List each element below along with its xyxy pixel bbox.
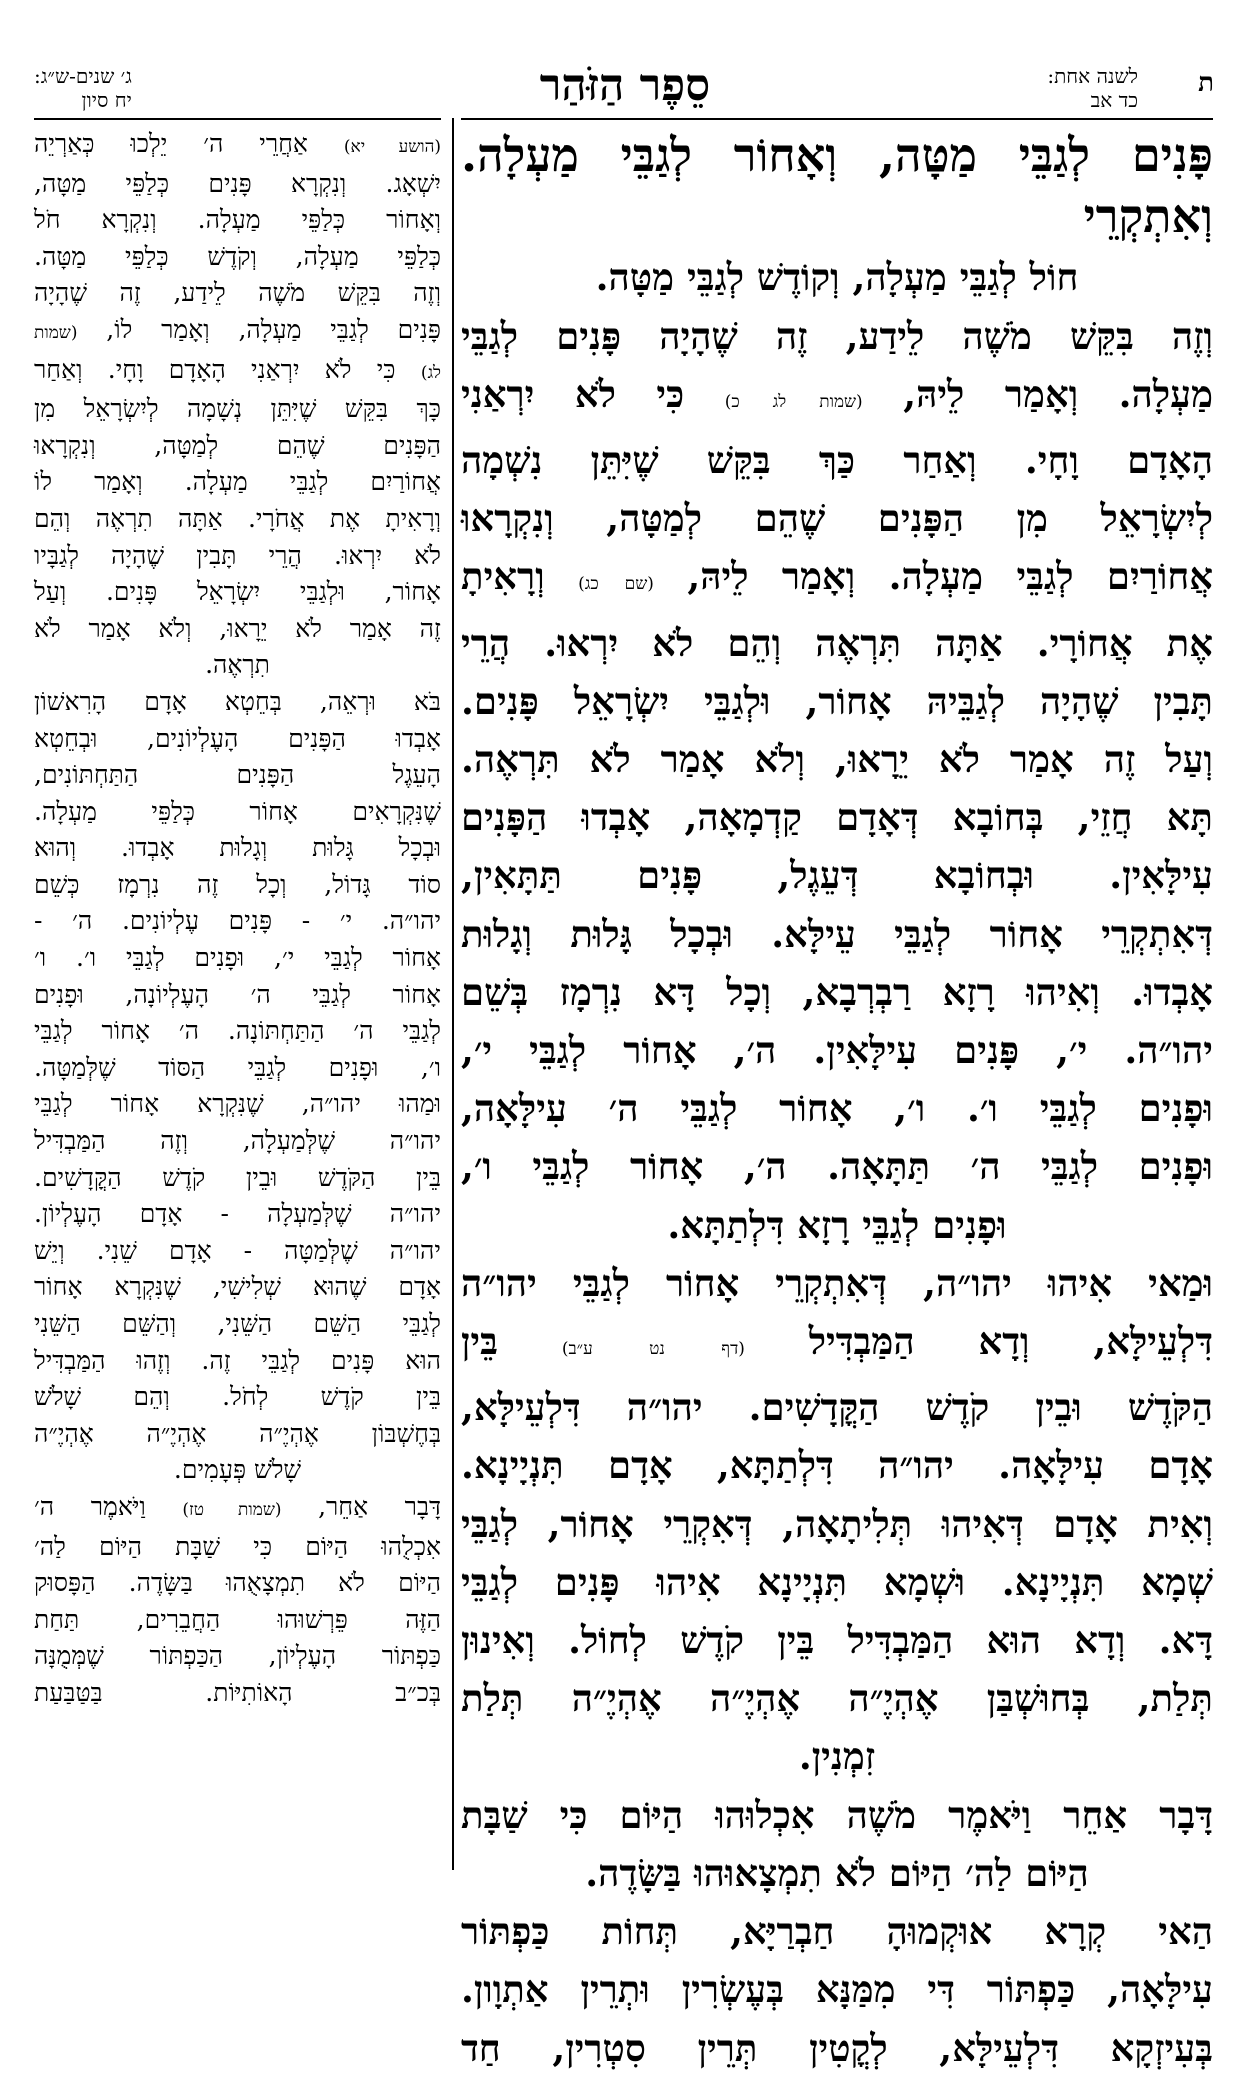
- main-line: מַעְלָה. וְאָמַר לֵיהּ, (שמות לג כ) כִּי לֹא יִרְאַנִי: [461, 371, 1214, 416]
- side-line: כְּלַפֵּי מַעְלָה, וְקֹדֶשׁ כְּלַפֵּי מַטָּה.: [34, 241, 441, 271]
- side-line: אָחוֹר, וּלְגַבֵּי יִשְׂרָאֵל פָּנִים. וְעַל: [34, 577, 441, 607]
- side-line: אָדָם שֶׁהוּא שְׁלִישִׁי, שֶׁנִּקְרָא אָחוֹר: [34, 1272, 441, 1302]
- main-column: [461, 126, 1213, 2077]
- side-line: אֲחוֹרַיִם לְגַבֵּי מַעְלָה. וְאָמַר לוֹ: [34, 467, 441, 497]
- verse-reference: לג): [420, 362, 442, 383]
- side-line: הַזֶּה פֵּרְשׁוּהוּ הַחֲבֵרִים, תַּחַת: [34, 1604, 441, 1634]
- side-line: אִכְלֻהוּ הַיּוֹם כִּי שַׁבָּת הַיּוֹם לַה׳: [34, 1531, 441, 1561]
- main-line: אֲחוֹרַיִם לְגַבֵּי מַעְלָה. וְאָמַר לֵיהּ, (שם כג) וְרָאִיתָ: [461, 554, 1214, 599]
- main-line: יהו״ה. י׳, פָּנִים עִילָּאִין. ה׳, אָחוֹר לְגַבֵּי י׳,: [461, 1028, 1213, 1073]
- verse-reference: (שמות לג כ): [724, 391, 863, 412]
- header-rule-left: [34, 118, 441, 120]
- page-reference: (דף נט ע״ב): [561, 1339, 745, 1360]
- verse-reference: (הושע יא): [343, 137, 441, 157]
- side-line: אָחוֹר לְגַבֵּי ה׳ הָעֶלְיוֹנָה, וּפָנִים: [34, 979, 441, 1009]
- side-line: זֶה אָמַר לֹא יֵרָאוּ, וְלֹא אָמַר לֹא: [34, 613, 441, 643]
- side-line: יִשְׁאָג. וְנִקְרָא פָּנִים כְּלַפֵּי מַטָּה,: [34, 168, 441, 198]
- side-line: (הושע יא) אַחֲרֵי ה׳ יֵלְכוּ כְּאַרְיֵה: [34, 129, 441, 158]
- verse-reference: (שמות טז): [182, 1499, 282, 1520]
- side-line: שֶׁנִּקְרָאִים אָחוֹר כְּלַפֵּי מַעְלָה.: [34, 796, 441, 826]
- main-line: הַקֹּדֶשׁ וּבֵין קֹדֶשׁ הַקֳּדָשִׁים. יהו״ה דִּלְעֵילָּא,: [461, 1385, 1213, 1430]
- header-right-line1: לשנה אחת:: [1047, 64, 1138, 88]
- side-line: לֹא יִרְאוּ. הֲרֵי תָּבִין שֶׁהָיָה לְגַבָּיו: [34, 540, 441, 570]
- column-divider: [452, 118, 454, 1870]
- side-line: יהו״ה. י׳ - פָּנִים עֶלְיוֹנִים. ה׳ -: [34, 906, 441, 936]
- side-line: אָחוֹר לְגַבֵּי י׳, וּפָנִים לְגַבֵּי ו׳. ו׳: [34, 943, 441, 973]
- side-line: הוּא פָּנִים לְגַבֵּי זֶה. וְזֶהוּ הַמַּבְדִּיל: [34, 1345, 441, 1375]
- main-line: בְּעִיזְקָא דִּלְעֵילָּא, לְקֳטִין תְּרֵין סִטְרִין, חַד: [461, 2025, 1213, 2070]
- side-line: וְאָחוֹר כְּלַפֵּי מַעְלָה. וְנִקְרָא חֹל: [34, 205, 441, 235]
- main-line: וּפָנִים לְגַבֵּי ו׳. ו׳, אָחוֹר לְגַבֵּי ה׳ עִילָּאָה,: [461, 1086, 1213, 1131]
- main-line: וְזֶה בִּקֵּשׁ מֹשֶׁה לֵידַע, זֶה שֶׁהָיָה פָּנִים לְגַבֵּי: [461, 313, 1213, 358]
- main-line: תָּבִין שֶׁהָיָה לְגַבֵּיהּ אָחוֹר, וּלְגַבֵּי יִשְׂרָאֵל פָּנִים.: [461, 678, 1213, 723]
- page-header: [34, 62, 1216, 112]
- main-line: דָּא. וְדָא הוּא הַמַּבְדִּיל בֵּין קֹדֶשׁ לְחוֹל. וְאִינוּן: [461, 1618, 1213, 1663]
- side-line: ו׳, וּפָנִים לְגַבֵּי הַסּוֹד שֶׁלְּמַטָּה.: [34, 1052, 441, 1082]
- main-line: אָבְדוּ. וְאִיהוּ רָזָא רַבְרְבָא, וְכָל דָּא נִרְמָז בְּשֵׁם: [461, 969, 1213, 1014]
- main-line: דָּבָר אַחֵר וַיֹּאמֶר מֹשֶׁה אִכְלוּהוּ הַיּוֹם כִּי שַׁבָּת: [461, 1792, 1213, 1837]
- side-line: תִרְאֶה.: [205, 650, 270, 680]
- side-line: בֹּא וּרְאֵה, בְּחֵטְא אָדָם הָרִאשׁוֹן: [34, 686, 441, 716]
- main-line: זִמְנִין.: [798, 1734, 876, 1779]
- side-line: וְזֶה בִּקֵּשׁ מֹשֶׁה לֵידַע, זֶה שֶׁהָיָה: [34, 278, 441, 308]
- commentary-column: [34, 126, 441, 1712]
- side-line: בְּחֶשְׁבּוֹן אֶהְיֶ״ה אֶהְיֶ״ה אֶהְיֶ״ה: [34, 1418, 441, 1448]
- main-line: עִילָּאִין. וּבְחוֹבָא דְּעֵגֶל, פָּנִים תַּתָּאִין,: [461, 853, 1213, 898]
- header-left-info: [34, 64, 132, 112]
- side-line: וּבְכָל גָּלוּת וְגָלוּת אָבְדוּ. וְהוּא: [34, 833, 441, 863]
- main-line: אֶת אֲחוֹרָי. אַתָּה תִּרְאֶה וְהֵם לֹא יִרְאוּ. הֲרֵי: [461, 620, 1213, 665]
- header-left-line2: יח סיון: [81, 88, 132, 112]
- side-line: שָׁלֹשׁ פְּעָמִים.: [173, 1455, 302, 1485]
- header-left-line1: ג׳ שנים-ש״ג:: [34, 64, 132, 88]
- side-line: בְּכ״ב הָאוֹתִיּוֹת. בַּטַּבַּעַת: [34, 1677, 441, 1707]
- side-line: כַּפְתּוֹר הָעֶלְיוֹן, הַכַּפְתּוֹר שֶׁמְּמֻנָּה: [34, 1641, 441, 1671]
- main-line: חוֹל לְגַבֵּי מַעְלָה, וְקוֹדֶשׁ לְגַבֵּי מַטָּה.: [595, 255, 1079, 300]
- header-right-line2: כד אב: [1090, 88, 1138, 112]
- side-line: דָּבָר אַחֵר, (שמות טז) וַיֹּאמֶר ה׳: [34, 1491, 442, 1521]
- main-line: תְּלַת, בְּחוּשְׁבַּן אֶהְיֶ״ה אֶהְיֶ״ה אֶהְיֶ״ה תְּלַת: [461, 1676, 1213, 1721]
- side-line: כָּךְ בִּקֵּשׁ שֶׁיִּתֵּן נְשָׁמָה לְיִשְׂרָאֵל מִן: [34, 394, 441, 424]
- side-line: לְגַבֵּי הַשֵּׁם הַשֵּׁנִי, וְהַשֵּׁם הַשֵּׁנִי: [34, 1309, 441, 1338]
- main-line: דְּאִתְקְרֵי אָחוֹר לְגַבֵּי עֵילָּא. וּבְכָל גָּלוּת וְגָלוּת: [461, 911, 1213, 956]
- main-line: הָאָדָם וָחָי. וְאַחַר כַּךְ בִּקֵּשׁ שֶׁיִּתֵּן נִשְׁמָה: [461, 438, 1213, 483]
- main-line: וּפָנִים לְגַבֵּי רָזָא דִּלְתַתָּא.: [667, 1202, 1007, 1247]
- main-line: עִילָּאָה, כַּפְתּוֹר דִּי מִמַּנָּא בְּעֶשְׂרִין וּתְרֵין אַתְוָון.: [461, 1967, 1213, 2012]
- side-line: סוֹד גָּדוֹל, וְכָל זֶה נִרְמָז כְּשֵׁם: [34, 869, 441, 899]
- side-line: הַפָּנִים שֶׁהֵם לְמַטָּה, וְנִקְרָאוּ: [34, 430, 441, 460]
- side-line: בֵּין הַקֹּדֶשׁ וּבֵין קֹדֶשׁ הַקֳּדָשִׁים.: [34, 1162, 441, 1192]
- main-line: וּפָנִים לְגַבֵּי ה׳ תַּתָּאָה. ה׳, אָחוֹר לְגַבֵּי ו׳,: [461, 1144, 1214, 1189]
- main-line: תָּא חֲזֵי, בְּחוֹבָא דְּאָדָם קַדְמָאָה, אָבְדוּ הַפָּנִים: [461, 795, 1213, 840]
- side-line: יהו״ה שֶׁלְּמַעְלָה, וְזֶה הַמַּבְדִּיל: [34, 1126, 441, 1156]
- header-rule-right: [461, 118, 1213, 120]
- verse-reference: (שמות: [34, 322, 78, 343]
- verse-reference: (שם כג): [578, 574, 654, 595]
- main-line: לְיִשְׂרָאֵל מִן הַפָּנִים שֶׁהֵם לְמַטָּה, וְנִקְרָאוּ: [461, 496, 1213, 541]
- main-line: פָּנִים לְגַבֵּי מַטָּה, וְאָחוֹר לְגַבֵּי מַעְלָה. וְאִתְקְרֵי: [461, 128, 1213, 244]
- side-line: לְגַבֵּי ה׳ הַתַּחְתּוֹנָה. ה׳ אָחוֹר לְגַבֵּי: [34, 1016, 441, 1046]
- book-title: סֵפֶר הַזֹּהַר: [539, 60, 711, 111]
- side-line: פָּנִים לְגַבֵּי מַעְלָה, וְאָמַר לוֹ, (שמות: [34, 314, 441, 344]
- side-line: יהו״ה שֶׁלְּמַטָּה - אָדָם שֵׁנִי. וְיֵשׁ: [34, 1235, 441, 1265]
- main-line: אָדָם עִילָּאָה. יהו״ה דִּלְתַתָּא, אָדָם תִּנְיָינָא.: [461, 1443, 1213, 1488]
- side-line: יהו״ה שֶׁלְּמַעְלָה - אָדָם הָעֶלְיוֹן.: [34, 1199, 441, 1229]
- main-line: וְעַל זֶה אָמַר לֹא יֵרָאוּ, וְלֹא אָמַר לֹא תִּרְאֶה.: [461, 737, 1213, 782]
- main-line: וְאִית אָדָם דְּאִיהוּ תְּלִיתָאָה, דְּאִקְרֵי אָחוֹר, לְגַבֵּי: [461, 1501, 1213, 1546]
- main-line: שְׁמָא תִּנְיָינָא. וּשְׁמָא תִּנְיָינָא אִיהוּ פָּנִים לְגַבֵּי: [461, 1559, 1213, 1604]
- main-line: הַיּוֹם לַה׳ הַיּוֹם לֹא תִמְצָאוּהוּ בַּשָּׂדֶה.: [585, 1850, 1089, 1895]
- side-line: לג) כִּי לֹא יִרְאַנִי הָאָדָם וָחָי. וְאַחַר: [34, 354, 442, 384]
- side-line: בֵּין קֹדֶשׁ לְחֹל. וְהֵם שָׁלֹשׁ: [34, 1382, 441, 1412]
- side-line: וּמַהוּ יהו״ה, שֶׁנִּקְרָא אָחוֹר לְגַבֵּי: [34, 1089, 441, 1119]
- side-line: אָבְדוּ הַפָּנִים הָעֶלְיוֹנִים, וּבְחֵטְא: [34, 723, 441, 753]
- side-line: הַיּוֹם לֹא תִמְצָאֻהוּ בַּשָּׂדֶה. הַפָּסוּק: [34, 1568, 441, 1598]
- page-letter: ת: [1198, 68, 1214, 98]
- main-line: הַאי קְרָא אוּקְמוּהָ חַבְרַיָּא, תְּחוֹת כַּפְתּוֹר: [461, 1909, 1213, 1954]
- main-line: וּמַאי אִיהוּ יהו״ה, דְּאִתְקְרֵי אָחוֹר לְגַבֵּי יהו״ה: [461, 1260, 1213, 1305]
- side-line: וְרָאִיתָ אֶת אֲחֹרָי. אַתָּה תִרְאֶה וְהֵם: [34, 503, 441, 533]
- side-line: הָעֵגֶל הַפָּנִים הַתַּחְתּוֹנִים,: [34, 760, 441, 790]
- main-line: דִּלְעֵילָּא, וְדָא הַמַּבְדִּיל (דף נט ע״ב) בֵּין: [461, 1319, 1214, 1364]
